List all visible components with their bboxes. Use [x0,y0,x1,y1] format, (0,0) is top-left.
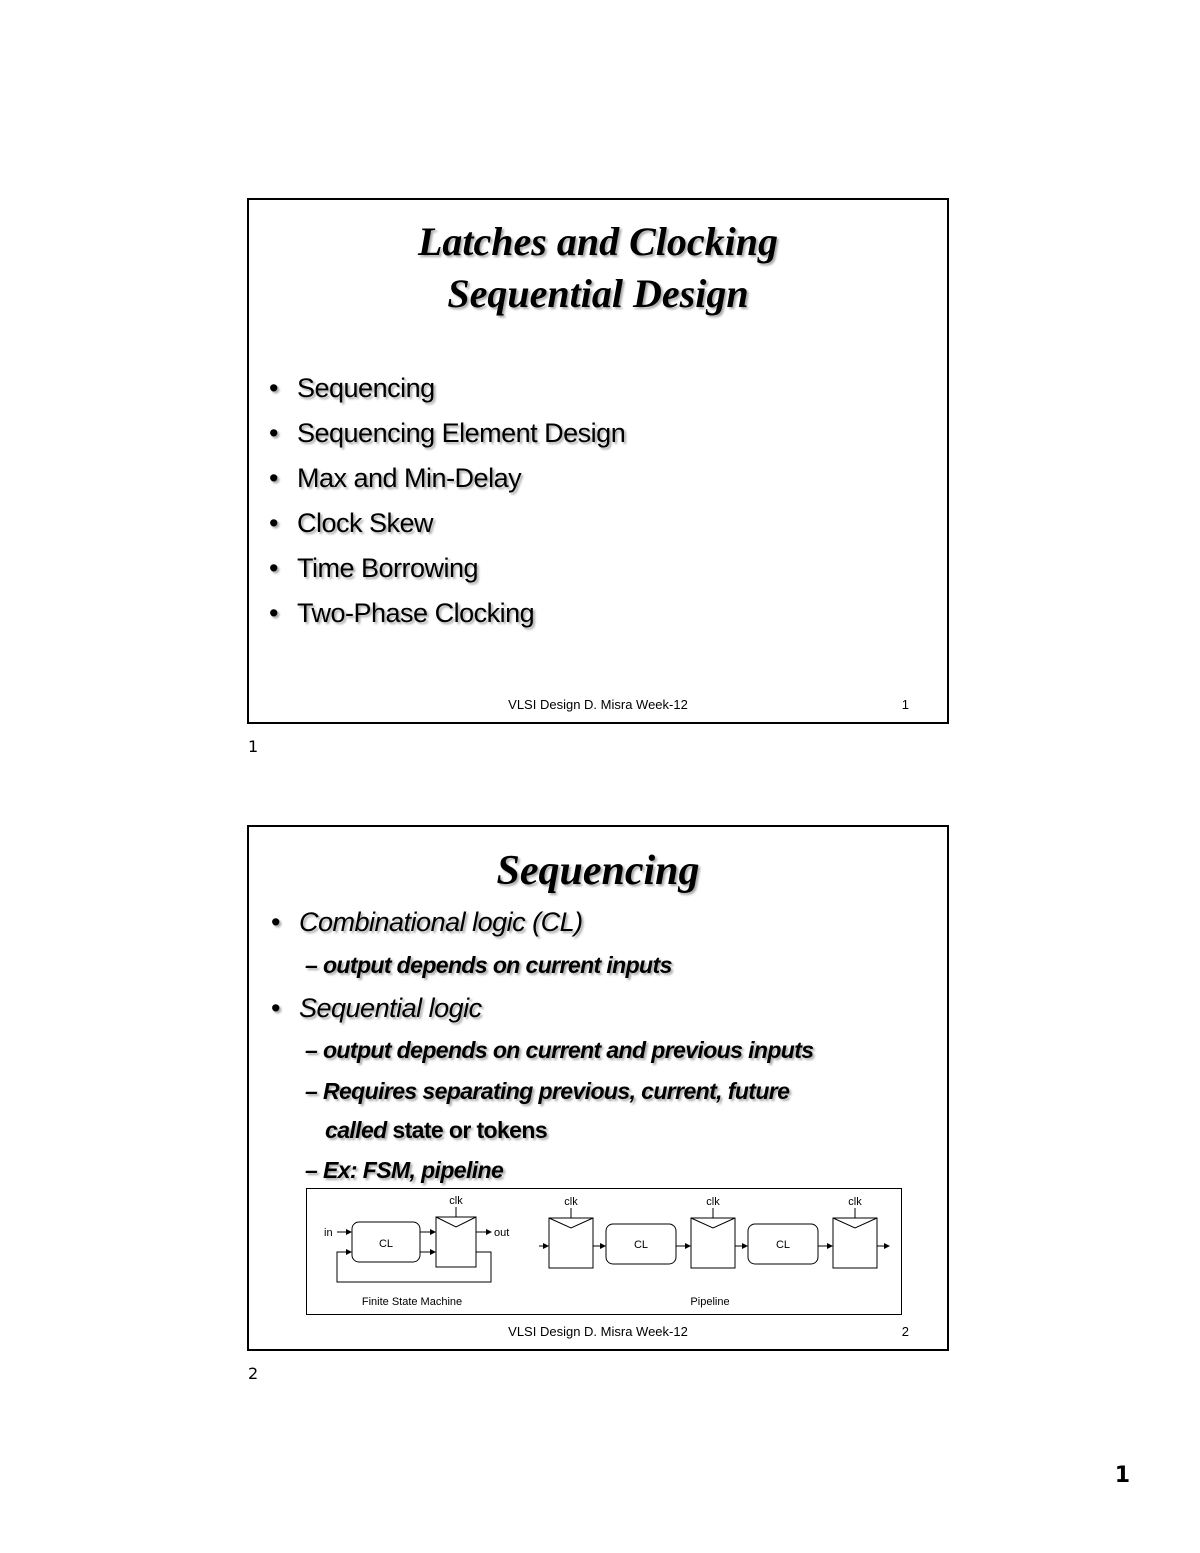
list-item: • Time Borrowing [269,546,625,591]
bullet-sequential-logic: • Sequential logic [271,993,482,1024]
slide-1-bullet-list [269,366,625,636]
fsm-cl-label: CL [378,1238,394,1250]
slide-2-page-label: 2 [248,1364,259,1383]
slide-2-footer: VLSI Design D. Misra Week-12 [508,1324,688,1339]
slide-1-title-line-2: Sequential Design [447,271,749,316]
pipeline-caption: Pipeline [690,1296,730,1308]
sub-bullet-output-current: – output depends on current inputs [305,952,672,978]
list-item: • Two-Phase Clocking [269,591,625,636]
sub-bullet-output-previous: – output depends on current and previous inputs [305,1037,814,1063]
list-item: • Sequencing Element Design [269,411,625,456]
fsm-out-label: out [494,1227,510,1239]
slide-2 [247,825,949,1351]
pipe-register-2 [691,1218,735,1268]
fsm-in-label: in [324,1227,333,1239]
slide-1 [247,198,949,724]
fsm-clk-label: clk [449,1195,463,1207]
pipe-clk-1-label: clk [564,1196,578,1208]
list-item: • Clock Skew [269,501,625,546]
list-item: • Sequencing [269,366,625,411]
pipe-clk-2-label: clk [706,1196,720,1208]
list-item: • Max and Min-Delay [269,456,625,501]
pipe-clk-3-label: clk [848,1196,862,1208]
pipe-register-3 [833,1218,877,1268]
slide-1-title-line-1: Latches and Clocking [417,219,779,264]
slide-2-title: Sequencing [496,848,700,894]
sub-bullet-requires-separating: – Requires separating previous, current, future [305,1078,790,1104]
fsm-register [436,1217,476,1267]
slide-1-title [249,216,947,320]
fsm-pipeline-diagram [306,1188,902,1315]
fsm-caption: Finite State Machine [361,1296,463,1308]
bullet-combinational-logic: • Combinational logic (CL) [271,907,583,938]
state-tokens-text: state or tokens [386,1117,548,1143]
slide-1-page-label: 1 [248,737,259,756]
diagram-svg [307,1189,903,1316]
called-text: called [325,1117,387,1143]
pipe-cl-2-label: CL [775,1239,791,1251]
slide-1-footer: VLSI Design D. Misra Week-12 [508,697,688,712]
pipe-register-1 [549,1218,593,1268]
sub-bullet-example: – Ex: FSM, pipeline [305,1157,504,1183]
pipe-cl-1-label: CL [633,1239,649,1251]
page-number: 1 [1114,1463,1130,1488]
slide-2-number: 2 [901,1324,909,1339]
sub-bullet-continuation [325,1117,547,1144]
slide-1-number: 1 [901,697,909,712]
